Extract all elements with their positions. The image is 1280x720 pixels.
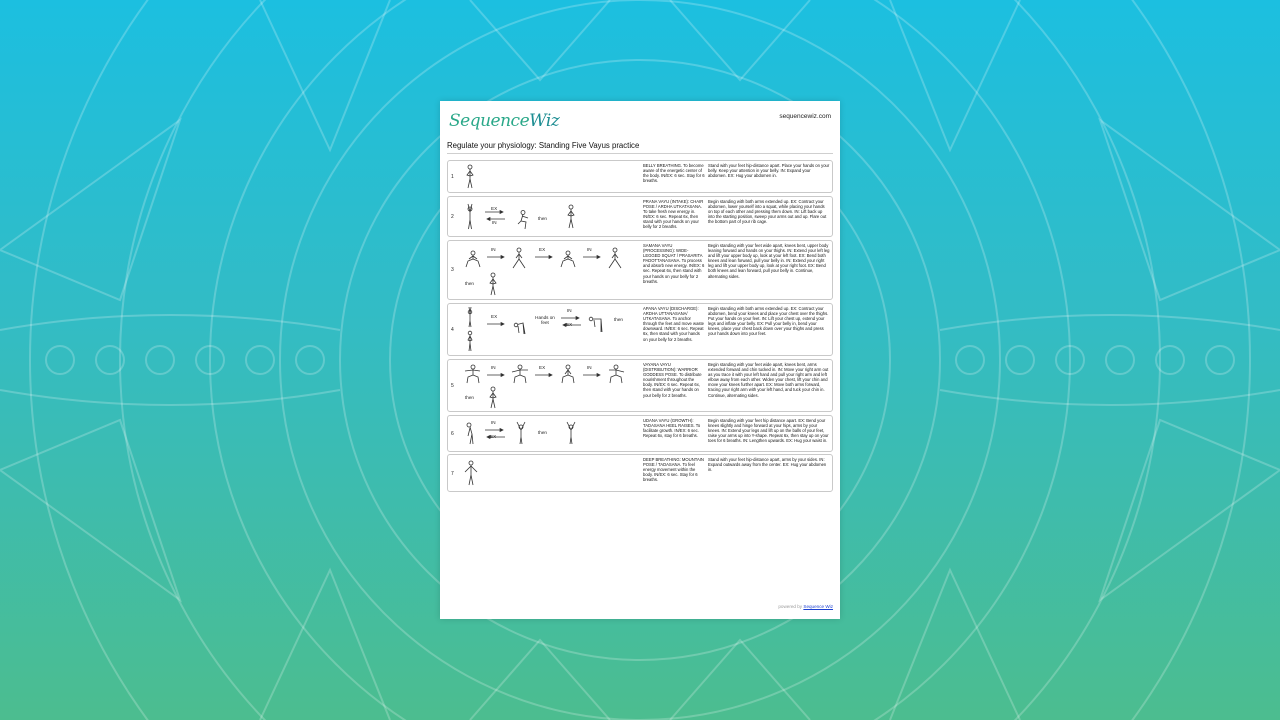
- sequence-row: [447, 303, 833, 356]
- ex-arrow-icon: [534, 372, 554, 378]
- row-number: 3: [451, 267, 454, 273]
- pose-description: BELLY BREATHING. To become aware of the energetic center of the body. IN/EX: 6 sec. Stay for 6 breaths.: [643, 163, 705, 184]
- ex-label: EX: [490, 434, 497, 439]
- document-page: [440, 101, 840, 619]
- arms-up-figure-icon: [464, 203, 476, 230]
- wide-squat-figure-icon: [558, 250, 578, 268]
- then-label: then: [465, 281, 474, 286]
- ex-label: EX: [539, 247, 546, 252]
- logo-text-b: Wiz: [529, 111, 560, 131]
- ex-arrow-icon: [534, 254, 554, 260]
- row-number: 4: [451, 327, 454, 333]
- standing-figure-icon: [565, 204, 577, 229]
- in-label: IN: [587, 247, 592, 252]
- pose-description: APANA VAYU (DISCHARGE): ARDHA UTTANASANA/ UTKATASANA. To anchor through the feet and move waste downward. IN/EX: 6 sec. Repeat 6x, then stand with your hands on your belly for 2 breaths.: [643, 306, 704, 342]
- title-divider: [447, 153, 833, 154]
- in-arrow-icon: [486, 372, 506, 378]
- lunge-figure-icon: [510, 247, 528, 269]
- forward-fold-figure-icon: [512, 319, 528, 335]
- ex-arrow-icon: [486, 321, 506, 327]
- sequence-row: [447, 454, 833, 492]
- powered-by-text: powered by: [778, 604, 803, 609]
- hinge-figure-icon: [464, 421, 478, 445]
- pose-description: UDANA VAYU (GROWTH): TADASANA HEEL RAISES. To facilitate growth. IN/EX: 6 sec. Repeat 6x, stay for 6 breaths.: [643, 418, 701, 439]
- then-label: then: [538, 216, 547, 221]
- row-number: 5: [451, 383, 454, 389]
- row-number: 6: [451, 431, 454, 437]
- goddess-pose-figure-icon: [606, 364, 626, 384]
- goddess-pose-figure-icon: [510, 364, 530, 384]
- sequence-row: [447, 415, 833, 452]
- lunge-figure-icon: [606, 247, 624, 269]
- standing-figure-icon: [464, 164, 476, 189]
- in-label: IN: [567, 308, 572, 313]
- in-label: IN: [491, 247, 496, 252]
- y-shape-figure-icon: [514, 421, 528, 445]
- ex-label: EX: [539, 365, 546, 370]
- sequence-wiz-link[interactable]: Sequence Wiz: [803, 604, 833, 609]
- standing-figure-icon: [487, 386, 499, 409]
- logo-text-a: Sequence: [449, 111, 530, 131]
- standing-figure-icon: [465, 330, 475, 352]
- half-lift-figure-icon: [588, 315, 606, 333]
- hands-on-feet-label: Hands on feet: [535, 315, 555, 325]
- ex-label: EX: [566, 322, 573, 327]
- sequence-row: [447, 240, 833, 300]
- pose-description: VAYANA VAYU (DISTRIBUTION): WARRIOR GODDESS POSE. To distribute nourishment throughout the body. IN/EX: 6 sec. Repeat 6x, then stand with your hands on your belly for 2 breaths.: [643, 362, 702, 398]
- goddess-pose-figure-icon: [463, 364, 483, 384]
- wide-squat-figure-icon: [463, 250, 483, 268]
- ex-label: EX: [491, 206, 498, 211]
- pose-instructions: Stand with your feet hip-distance apart, arms by your sides. IN: Expand outwards away from the center. EX: Hug your abdomen in.: [708, 457, 827, 473]
- pose-instructions: Begin standing with your feet wide apart, knees bent, arms extended forward and chin tucked in. IN: Move your right arm out as you trace it with your left hand and pull your right arm and left elbow away from each other. Widen your chest, lift your chin and move your knees further apart. EX: Move both arms forward, tracing your right arm with your left hand, and tuck your chin in. Continue, alternating sides.: [708, 362, 829, 398]
- in-label: IN: [491, 420, 496, 425]
- pose-instructions: Begin standing with both arms extended up. EX: Contract your abdomen, lower yourself into a squat, while placing your hands on top of each other and pressing them down. IN: Lift back up into the starting position, sweep your arms out and up. Flare out the bottom part of your rib cage.: [708, 199, 827, 225]
- site-url[interactable]: sequencewiz.com: [779, 113, 831, 120]
- in-arrow-icon: [582, 372, 602, 378]
- chair-pose-figure-icon: [514, 210, 530, 230]
- powered-by-footer: [778, 604, 833, 609]
- in-arrow-icon: [486, 254, 506, 260]
- standing-figure-icon: [487, 272, 499, 296]
- sequence-row: [447, 196, 833, 237]
- ex-label: EX: [491, 314, 498, 319]
- row-number: 2: [451, 214, 454, 220]
- then-label: then: [614, 317, 623, 322]
- in-arrow-icon: [582, 254, 602, 260]
- pose-instructions: Begin standing with both arms extended up. EX: Contract your abdomen, bend your knees and place your chest over the thighs. Put your hands on your feet. IN: Lift your chest up, extend your legs and inflate your belly. EX: Pull your belly in, bend your knees, place your chest back down over your thighs and press your hands down into your feet.: [708, 306, 829, 337]
- pose-instructions: Begin standing with your feet wide apart, knees bent, upper body leaning forward and hands on your thighs. IN: Extend your left leg and lift your upper body up, look at your left foot. EX: Bend both knees and lean forward, pull your belly in. IN: Extend your right leg and lift your upper body up, look at your right foot. EX: Bend both knees and lean forward, pull your belly in. Continue, alternating sides.: [708, 243, 830, 279]
- goddess-pose-figure-icon: [558, 364, 578, 384]
- then-label: then: [465, 395, 474, 400]
- arms-up-figure-icon: [465, 306, 475, 328]
- sequence-row: [447, 160, 833, 193]
- pose-instructions: Stand with your feet hip-distance apart. Place your hands on your belly. Keep your attention in your belly. IN: Expand your abdomen. EX: Hug your abdomen in.: [708, 163, 830, 179]
- row-number: 1: [451, 174, 454, 180]
- sequencewiz-logo: [449, 111, 559, 131]
- row-number: 7: [451, 471, 454, 477]
- in-label: IN: [587, 365, 592, 370]
- page-title: Regulate your physiology: Standing Five Vayus practice: [447, 141, 640, 150]
- then-label: then: [538, 430, 547, 435]
- pose-description: DEEP BREATHING: MOUNTAIN POSE / TADASANA. To feel energy movement within the body. IN/EX: 6 sec. Stay for 6 breaths.: [643, 457, 704, 483]
- in-label: IN: [492, 220, 497, 225]
- sequence-row: [447, 359, 833, 412]
- in-label: IN: [491, 365, 496, 370]
- pose-description: PRANA VAYU (INTAKE): CHAIR POSE / ARDHA UTKATASANA. To take fresh new energy in. IN/EX: 6 sec. Repeat 6x, then stand with your hands on your belly for 2 breaths.: [643, 199, 704, 230]
- y-shape-figure-icon: [564, 421, 578, 445]
- mountain-pose-figure-icon: [463, 460, 479, 486]
- pose-instructions: Begin standing with your feet hip distance apart. EX: Bend your knees slightly and hinge forward at your hips, arms by your knees. IN: Extend your legs and lift up on the balls of your feet, raise your arms up into Y-shape. Repeat 6x, then stay up on your toes for 6 breaths. IN: Lengthen upwards. EX: Hug your waist in.: [708, 418, 829, 444]
- pose-description: SAMANA VAYU (PROCESSING): WIDE-LEGGED SQUAT / PRASARITA PADOTTANASANA. To process and absorb new energy. IN/EX: 6 sec. Repeat 6x, then stand with your hands on your belly for 2 breaths.: [643, 243, 705, 284]
